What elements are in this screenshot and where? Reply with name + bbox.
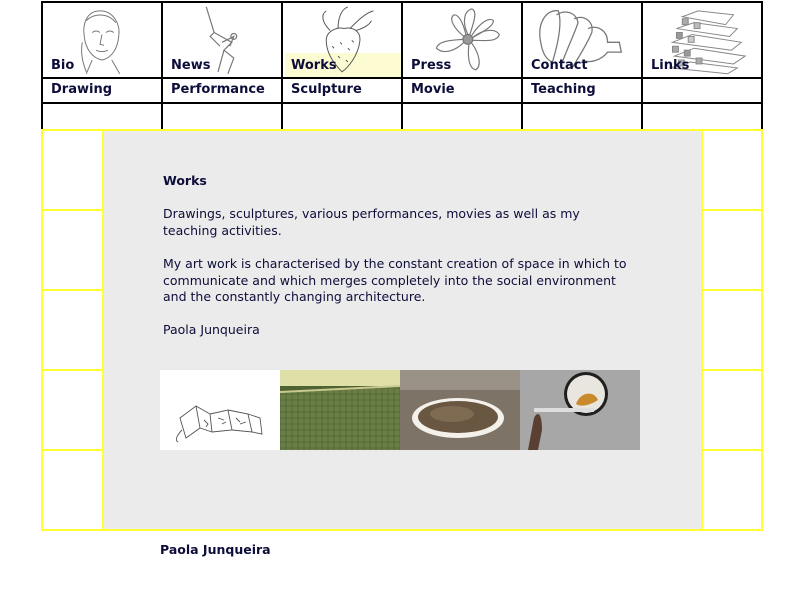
nav-spacer-cell xyxy=(41,102,163,131)
content-panel xyxy=(102,129,703,531)
subnav-drawing[interactable] xyxy=(41,77,163,104)
nav-news[interactable] xyxy=(161,1,283,79)
frame-cell-right xyxy=(701,289,763,371)
nav-bio-label: Bio xyxy=(51,58,75,73)
frame-cell-right xyxy=(701,369,763,451)
content-signature: Paola Junqueira xyxy=(163,322,260,337)
nav-spacer-cell xyxy=(281,102,403,131)
frame-cell-left xyxy=(41,369,104,451)
nav-bio[interactable] xyxy=(41,1,163,79)
footer-name: Paola Junqueira xyxy=(160,542,271,557)
frame-cell-left xyxy=(41,289,104,371)
sculpture-thumbnail[interactable] xyxy=(280,370,400,450)
subnav-sculpture[interactable] xyxy=(281,77,403,104)
drawing-thumbnail[interactable] xyxy=(160,370,280,450)
movie-thumbnail[interactable] xyxy=(520,370,640,450)
subnav-drawing-label: Drawing xyxy=(51,82,113,97)
nav-spacer-cell xyxy=(401,102,523,131)
subnav-empty xyxy=(641,77,763,104)
performance-thumbnail[interactable] xyxy=(400,370,520,450)
nav-works[interactable] xyxy=(281,1,403,79)
nav-news-label: News xyxy=(171,58,211,73)
nav-works-label: Works xyxy=(291,58,337,73)
nav-contact-label: Contact xyxy=(531,58,588,73)
frame-cell-left xyxy=(41,209,104,291)
subnav-performance[interactable] xyxy=(161,77,283,104)
nav-spacer-cell xyxy=(641,102,763,131)
subnav-sculpture-label: Sculpture xyxy=(291,82,362,97)
frame-cell-left xyxy=(41,129,104,211)
subnav-teaching-label: Teaching xyxy=(531,82,596,97)
frame-cell-right xyxy=(701,449,763,531)
nav-contact[interactable] xyxy=(521,1,643,79)
nav-spacer-cell xyxy=(161,102,283,131)
subnav-performance-label: Performance xyxy=(171,82,265,97)
nav-press[interactable] xyxy=(401,1,523,79)
frame-cell-right xyxy=(701,129,763,211)
content-intro: Drawings, sculptures, various performances, movies as well as my teaching activities. xyxy=(163,206,580,238)
subnav-movie[interactable] xyxy=(401,77,523,104)
frame-cell-left xyxy=(41,449,104,531)
content-description: My art work is characterised by the constant creation of space in which to communicate and which merges completely into the social environment and the constantly changing architecture. xyxy=(163,256,627,304)
content-heading: Works xyxy=(163,173,207,188)
nav-links[interactable] xyxy=(641,1,763,79)
subnav-teaching[interactable] xyxy=(521,77,643,104)
nav-spacer-cell xyxy=(521,102,643,131)
subnav-movie-label: Movie xyxy=(411,82,455,97)
frame-cell-right xyxy=(701,209,763,291)
nav-links-label: Links xyxy=(651,58,690,73)
nav-press-label: Press xyxy=(411,58,452,73)
